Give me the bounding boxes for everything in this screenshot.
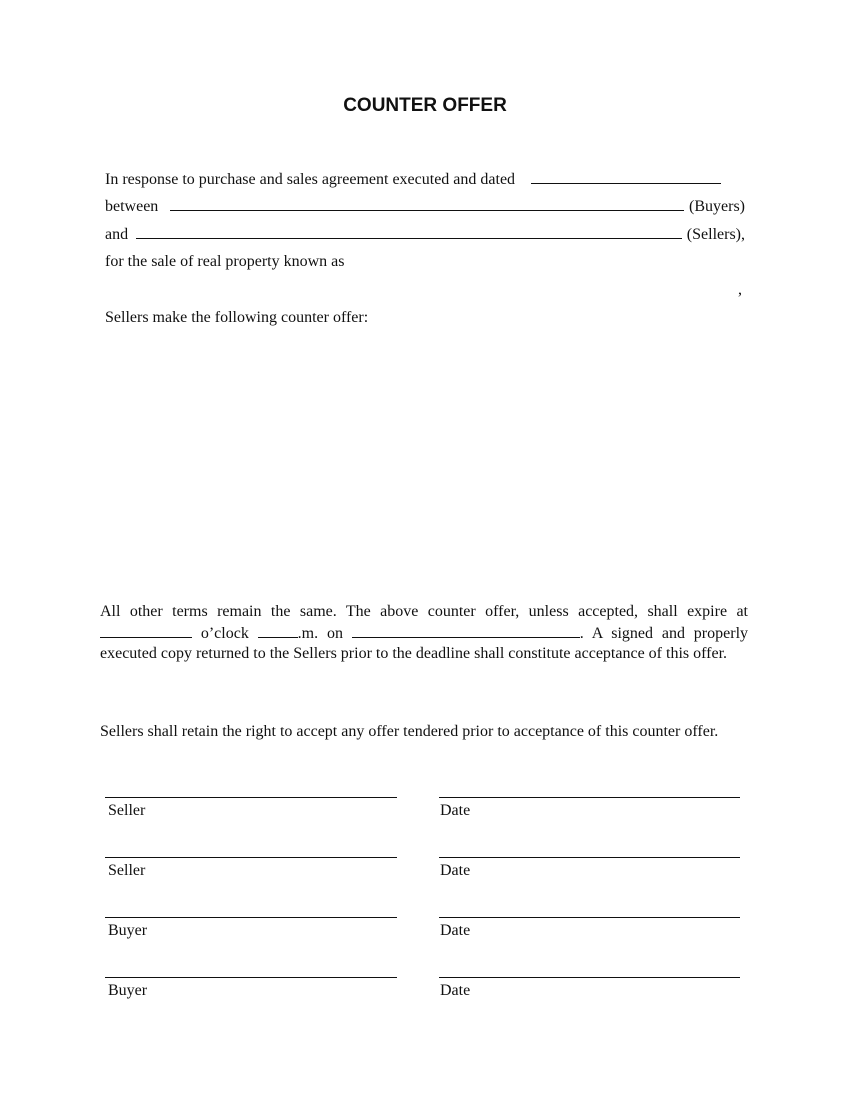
buyer-2-date-line[interactable] (439, 977, 740, 978)
buyer-2-signature-line[interactable] (105, 977, 397, 978)
am-pm-field[interactable] (258, 622, 298, 638)
buyers-line (105, 196, 745, 216)
seller-1-date-line[interactable] (439, 797, 740, 798)
seller-2-label: Seller (108, 862, 146, 879)
trailing-comma: , (738, 281, 742, 298)
seller-1-label: Seller (108, 802, 146, 819)
sellers-name-field[interactable] (136, 224, 682, 239)
sellers-line (105, 224, 745, 244)
agreement-date-field[interactable] (531, 168, 721, 184)
seller-1-signature-line[interactable] (105, 797, 397, 798)
seller-2-signature-line[interactable] (105, 857, 397, 858)
sellers-suffix: (Sellers), (686, 226, 745, 243)
buyer-2-date-label: Date (440, 982, 471, 999)
buyer-2-label: Buyer (108, 982, 148, 999)
buyer-1-signature-line[interactable] (105, 917, 397, 918)
between-label: between (105, 198, 159, 215)
buyer-1-label: Buyer (108, 922, 148, 939)
buyer-1-date-line[interactable] (439, 917, 740, 918)
buyers-suffix: (Buyers) (689, 198, 745, 215)
expiration-paragraph (100, 602, 748, 664)
agreement-date-label: In response to purchase and sales agreement executed and dated (105, 171, 516, 188)
buyer-1-date-label: Date (440, 922, 471, 939)
retain-right-clause: Sellers shall retain the right to accept any offer tendered prior to acceptance of this counter offer. (100, 723, 719, 740)
counter-offer-terms-area[interactable] (105, 340, 745, 590)
m-on-label: .m. on (297, 625, 343, 642)
property-label: for the sale of real property known as (105, 253, 345, 270)
expiration-line-1: All other terms remain the same. The above counter offer, unless accepted, shall expire at (100, 603, 748, 620)
signed-copy-label: . A signed and properly (579, 625, 749, 642)
buyers-name-field[interactable] (170, 196, 684, 211)
and-label: and (105, 226, 129, 243)
document-title: COUNTER OFFER (343, 95, 507, 116)
expiration-hour-field[interactable] (100, 622, 192, 638)
expiration-line-2 (100, 622, 748, 644)
seller-2-date-line[interactable] (439, 857, 740, 858)
expiration-date-field[interactable] (352, 622, 580, 638)
seller-2-date-label: Date (440, 862, 471, 879)
expiration-line-3: executed copy returned to the Sellers prior to the deadline shall constitute acceptance of this offer. (100, 645, 728, 662)
counter-offer-label: Sellers make the following counter offer: (105, 309, 369, 326)
oclock-label: o’clock (200, 625, 249, 642)
property-description-field[interactable] (105, 276, 745, 298)
seller-1-date-label: Date (440, 802, 471, 819)
agreement-date-line (105, 168, 721, 190)
